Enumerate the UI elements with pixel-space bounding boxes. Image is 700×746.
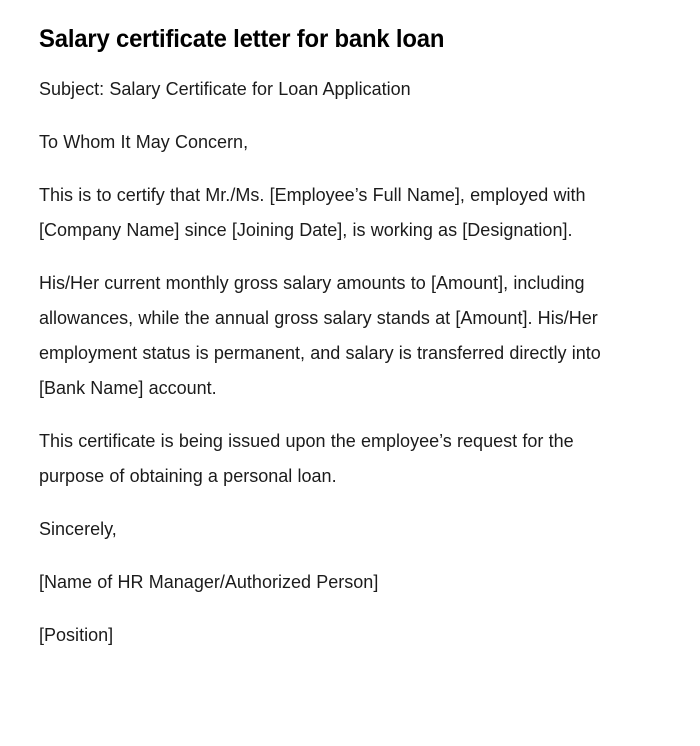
paragraph-subject: Subject: Salary Certificate for Loan Application [39, 79, 411, 99]
paragraph-salutation: To Whom It May Concern, [39, 132, 249, 152]
page-title: Salary certificate letter for bank loan [39, 25, 445, 53]
paragraph-signatory-name: [Name of HR Manager/Authorized Person] [39, 572, 379, 592]
paragraph-signatory-position: [Position] [39, 625, 114, 645]
letter-body [39, 72, 660, 653]
paragraph-certification: This is to certify that Mr./Ms. [Employee’s Full Name], employed with [Company Name] since [Joining Date], is working as [Designation]. [39, 185, 586, 240]
paragraph-closing: Sincerely, [39, 519, 117, 539]
paragraph-salary-details: His/Her current monthly gross salary amounts to [Amount], including allowances, while the annual gross salary stands at [Amount]. His/Her employment status is permanent, and salary is transferred directly into [Bank Name] account. [39, 273, 601, 398]
paragraph-purpose: This certificate is being issued upon the employee’s request for the purpose of obtaining a personal loan. [39, 431, 574, 486]
